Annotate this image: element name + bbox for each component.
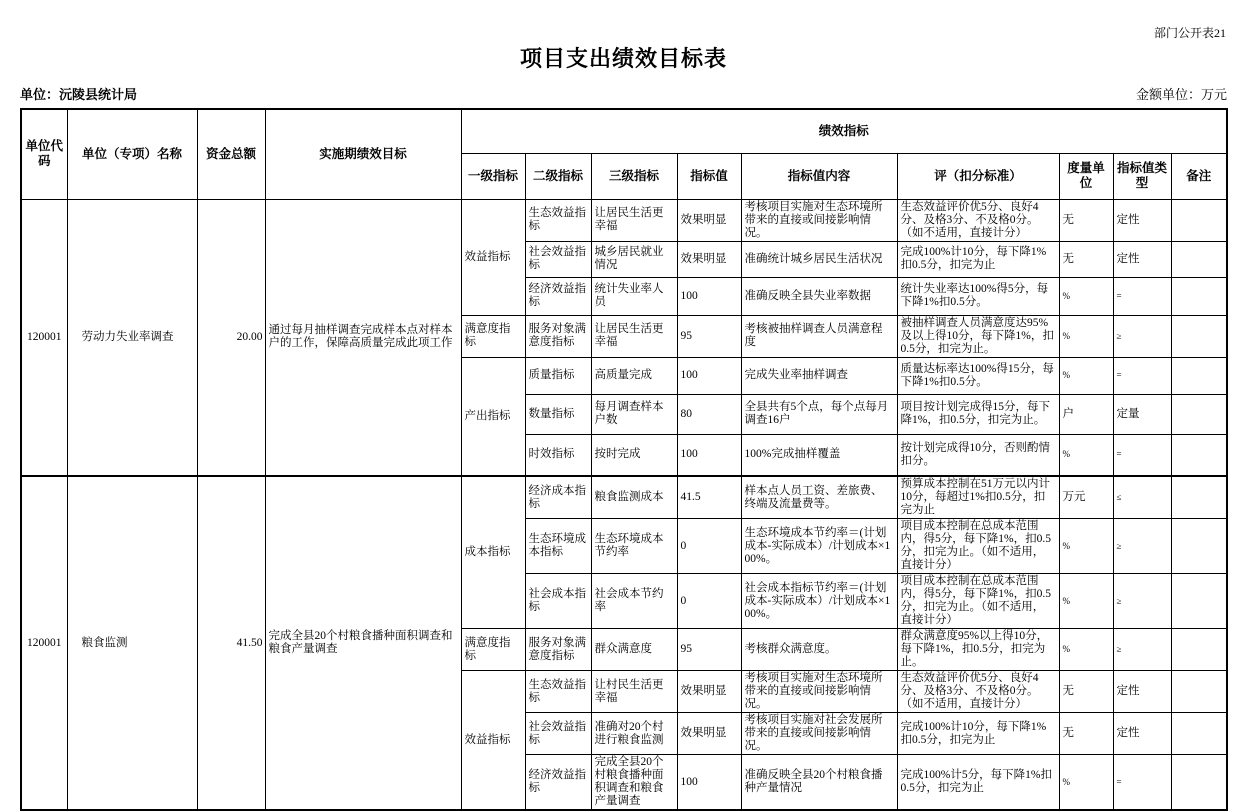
col-header-eval-standard: 评（扣分标准） xyxy=(897,153,1059,199)
unit-name-label: 单位：沅陵县统计局 xyxy=(20,87,138,102)
unit-code-cell: 120001 xyxy=(21,476,67,810)
content-cell: 完成失业率抽样调查 xyxy=(741,357,897,394)
type-cell: 定量 xyxy=(1113,394,1171,434)
eval-cell: 完成100%计10分，每下降1%扣0.5分，扣完为止 xyxy=(897,713,1059,755)
type-cell: 定性 xyxy=(1113,713,1171,755)
col-header-value: 指标值 xyxy=(677,153,741,199)
value-cell: 80 xyxy=(677,394,741,434)
unit-cell: % xyxy=(1059,315,1113,357)
unit-cell: 万元 xyxy=(1059,476,1113,519)
remark-cell xyxy=(1171,755,1227,811)
type-cell: ≥ xyxy=(1113,574,1171,629)
amount-unit-label: 金额单位：万元 xyxy=(1135,87,1227,102)
indicator-row xyxy=(21,476,1227,519)
eval-cell: 被抽样调查人员满意度达95%及以上得10分，每下降1%，扣0.5分，扣完为止。 xyxy=(897,315,1059,357)
l1-cell: 产出指标 xyxy=(461,357,525,476)
value-cell: 效果明显 xyxy=(677,199,741,241)
type-cell: ≥ xyxy=(1113,629,1171,671)
l1-cell: 效益指标 xyxy=(461,199,525,315)
eval-cell: 项目成本控制在总成本范围内，得5分，每下降1%，扣0.5分，扣完为止。（如不适用，直接计分） xyxy=(897,574,1059,629)
content-cell: 考核群众满意度。 xyxy=(741,629,897,671)
content-cell: 准确统计城乡居民生活状况 xyxy=(741,241,897,277)
performance-table xyxy=(20,108,1228,811)
unit-cell: 无 xyxy=(1059,199,1113,241)
fund-cell: 41.50 xyxy=(197,476,265,810)
remark-cell xyxy=(1171,713,1227,755)
remark-cell xyxy=(1171,574,1227,629)
remark-cell xyxy=(1171,394,1227,434)
type-cell: 定性 xyxy=(1113,241,1171,277)
l3-cell: 城乡居民就业情况 xyxy=(591,241,677,277)
content-cell: 100%完成抽样覆盖 xyxy=(741,434,897,476)
project-name-cell: 粮食监测 xyxy=(67,476,197,810)
header-row-1 xyxy=(21,109,1227,153)
content-cell: 生态环境成本节约率＝(计划成本-实际成本）/计划成本×100%。 xyxy=(741,519,897,574)
remark-cell xyxy=(1171,671,1227,713)
type-cell: = xyxy=(1113,277,1171,315)
value-cell: 效果明显 xyxy=(677,713,741,755)
value-cell: 95 xyxy=(677,315,741,357)
type-cell: ≤ xyxy=(1113,476,1171,519)
eval-cell: 项目成本控制在总成本范围内，得5分，每下降1%，扣0.5分，扣完为止。（如不适用，直接计分） xyxy=(897,519,1059,574)
type-cell: = xyxy=(1113,755,1171,811)
eval-cell: 按计划完成得10分，否则酌情扣分。 xyxy=(897,434,1059,476)
content-cell: 考核项目实施对社会发展所带来的直接或间接影响情况。 xyxy=(741,713,897,755)
l2-cell: 经济效益指标 xyxy=(525,277,591,315)
col-header-value-content: 指标值内容 xyxy=(741,153,897,199)
type-cell: 定性 xyxy=(1113,671,1171,713)
indicator-row xyxy=(21,199,1227,241)
value-cell: 效果明显 xyxy=(677,241,741,277)
unit-cell: 无 xyxy=(1059,241,1113,277)
type-cell: ≥ xyxy=(1113,315,1171,357)
l3-cell: 生态环境成本节约率 xyxy=(591,519,677,574)
content-cell: 考核被抽样调查人员满意程度 xyxy=(741,315,897,357)
eval-cell: 完成100%计5分，每下降1%扣0.5分，扣完为止 xyxy=(897,755,1059,811)
unit-cell: % xyxy=(1059,629,1113,671)
type-cell: = xyxy=(1113,434,1171,476)
l2-cell: 生态效益指标 xyxy=(525,671,591,713)
l1-cell: 效益指标 xyxy=(461,671,525,811)
col-header-l1: 一级指标 xyxy=(461,153,525,199)
col-header-perf-group: 绩效指标 xyxy=(461,109,1227,153)
eval-cell: 预算成本控制在51万元以内计10分，每超过1%扣0.5分，扣完为止 xyxy=(897,476,1059,519)
content-cell: 准确反映全县失业率数据 xyxy=(741,277,897,315)
sheet-number-label: 部门公开表21 xyxy=(1153,26,1226,40)
unit-cell: 无 xyxy=(1059,671,1113,713)
l1-cell: 满意度指标 xyxy=(461,629,525,671)
eval-cell: 统计失业率达100%得5分，每下降1%扣0.5分。 xyxy=(897,277,1059,315)
l3-cell: 粮食监测成本 xyxy=(591,476,677,519)
unit-cell: % xyxy=(1059,277,1113,315)
l2-cell: 社会效益指标 xyxy=(525,241,591,277)
project-name-cell: 劳动力失业率调查 xyxy=(67,199,197,476)
content-cell: 样本点人员工资、差旅费、终端及流量费等。 xyxy=(741,476,897,519)
col-header-value-type: 指标值类型 xyxy=(1113,153,1171,199)
value-cell: 效果明显 xyxy=(677,671,741,713)
value-cell: 100 xyxy=(677,357,741,394)
l3-cell: 高质量完成 xyxy=(591,357,677,394)
col-header-project-name: 单位（专项）名称 xyxy=(67,109,197,199)
col-header-l3: 三级指标 xyxy=(591,153,677,199)
l3-cell: 群众满意度 xyxy=(591,629,677,671)
value-cell: 100 xyxy=(677,434,741,476)
col-header-total-fund: 资金总额 xyxy=(197,109,265,199)
remark-cell xyxy=(1171,476,1227,519)
l3-cell: 社会成本节约率 xyxy=(591,574,677,629)
l2-cell: 数量指标 xyxy=(525,394,591,434)
fund-cell: 20.00 xyxy=(197,199,265,476)
remark-cell xyxy=(1171,315,1227,357)
value-cell: 0 xyxy=(677,574,741,629)
target-cell: 通过每月抽样调查完成样本点对样本户的工作，保障高质量完成此项工作 xyxy=(265,199,461,476)
eval-cell: 群众满意度95%以上得10分，每下降1%，扣0.5分，扣完为止。 xyxy=(897,629,1059,671)
l3-cell: 每月调查样本户数 xyxy=(591,394,677,434)
l2-cell: 社会成本指标 xyxy=(525,574,591,629)
unit-cell: 无 xyxy=(1059,713,1113,755)
value-cell: 0 xyxy=(677,519,741,574)
l3-cell: 统计失业率人员 xyxy=(591,277,677,315)
l1-cell: 满意度指标 xyxy=(461,315,525,357)
l2-cell: 生态效益指标 xyxy=(525,199,591,241)
unit-cell: 户 xyxy=(1059,394,1113,434)
eval-cell: 项目按计划完成得15分，每下降1%，扣0.5分，扣完为止。 xyxy=(897,394,1059,434)
l2-cell: 生态环境成本指标 xyxy=(525,519,591,574)
meta-row xyxy=(20,84,1227,103)
l3-cell: 让居民生活更幸福 xyxy=(591,315,677,357)
col-header-measure-unit: 度量单位 xyxy=(1059,153,1113,199)
value-cell: 100 xyxy=(677,755,741,811)
content-cell: 考核项目实施对生态环境所带来的直接或间接影响情况。 xyxy=(741,199,897,241)
l2-cell: 时效指标 xyxy=(525,434,591,476)
type-cell: 定性 xyxy=(1113,199,1171,241)
unit-cell: % xyxy=(1059,574,1113,629)
l3-cell: 准确对20个村进行粮食监测 xyxy=(591,713,677,755)
eval-cell: 生态效益评价优5分、良好4分、及格3分、不及格0分。（如不适用，直接计分） xyxy=(897,671,1059,713)
type-cell: = xyxy=(1113,357,1171,394)
l2-cell: 社会效益指标 xyxy=(525,713,591,755)
remark-cell xyxy=(1171,434,1227,476)
l3-cell: 按时完成 xyxy=(591,434,677,476)
eval-cell: 质量达标率达100%得15分，每下降1%扣0.5分。 xyxy=(897,357,1059,394)
l2-cell: 经济效益指标 xyxy=(525,755,591,811)
eval-cell: 完成100%计10分，每下降1%扣0.5分，扣完为止 xyxy=(897,241,1059,277)
value-cell: 95 xyxy=(677,629,741,671)
unit-cell: % xyxy=(1059,357,1113,394)
unit-cell: % xyxy=(1059,434,1113,476)
unit-code-cell: 120001 xyxy=(21,199,67,476)
unit-cell: % xyxy=(1059,519,1113,574)
l2-cell: 服务对象满意度指标 xyxy=(525,315,591,357)
col-header-unit-code: 单位代码 xyxy=(21,109,67,199)
page-title: 项目支出绩效目标表 xyxy=(519,46,727,71)
col-header-remark: 备注 xyxy=(1171,153,1227,199)
value-cell: 41.5 xyxy=(677,476,741,519)
col-header-l2: 二级指标 xyxy=(525,153,591,199)
value-cell: 100 xyxy=(677,277,741,315)
l2-cell: 质量指标 xyxy=(525,357,591,394)
unit-cell: % xyxy=(1059,755,1113,811)
l3-cell: 完成全县20个村粮食播种面积调查和粮食产量调查 xyxy=(591,755,677,811)
remark-cell xyxy=(1171,629,1227,671)
content-cell: 考核项目实施对生态环境所带来的直接或间接影响情况。 xyxy=(741,671,897,713)
type-cell: ≥ xyxy=(1113,519,1171,574)
l3-cell: 让村民生活更幸福 xyxy=(591,671,677,713)
l2-cell: 经济成本指标 xyxy=(525,476,591,519)
l1-cell: 成本指标 xyxy=(461,476,525,629)
target-cell: 完成全县20个村粮食播种面积调查和粮食产量调查 xyxy=(265,476,461,810)
l3-cell: 让居民生活更幸福 xyxy=(591,199,677,241)
remark-cell xyxy=(1171,357,1227,394)
remark-cell xyxy=(1171,277,1227,315)
remark-cell xyxy=(1171,241,1227,277)
eval-cell: 生态效益评价优5分、良好4分、及格3分、不及格0分。（如不适用，直接计分） xyxy=(897,199,1059,241)
content-cell: 准确反映全县20个村粮食播种产量情况 xyxy=(741,755,897,811)
content-cell: 社会成本指标节约率＝(计划成本-实际成本）/计划成本×100%。 xyxy=(741,574,897,629)
col-header-period-target: 实施期绩效目标 xyxy=(265,109,461,199)
remark-cell xyxy=(1171,519,1227,574)
l2-cell: 服务对象满意度指标 xyxy=(525,629,591,671)
remark-cell xyxy=(1171,199,1227,241)
content-cell: 全县共有5个点，每个点每月调查16户 xyxy=(741,394,897,434)
